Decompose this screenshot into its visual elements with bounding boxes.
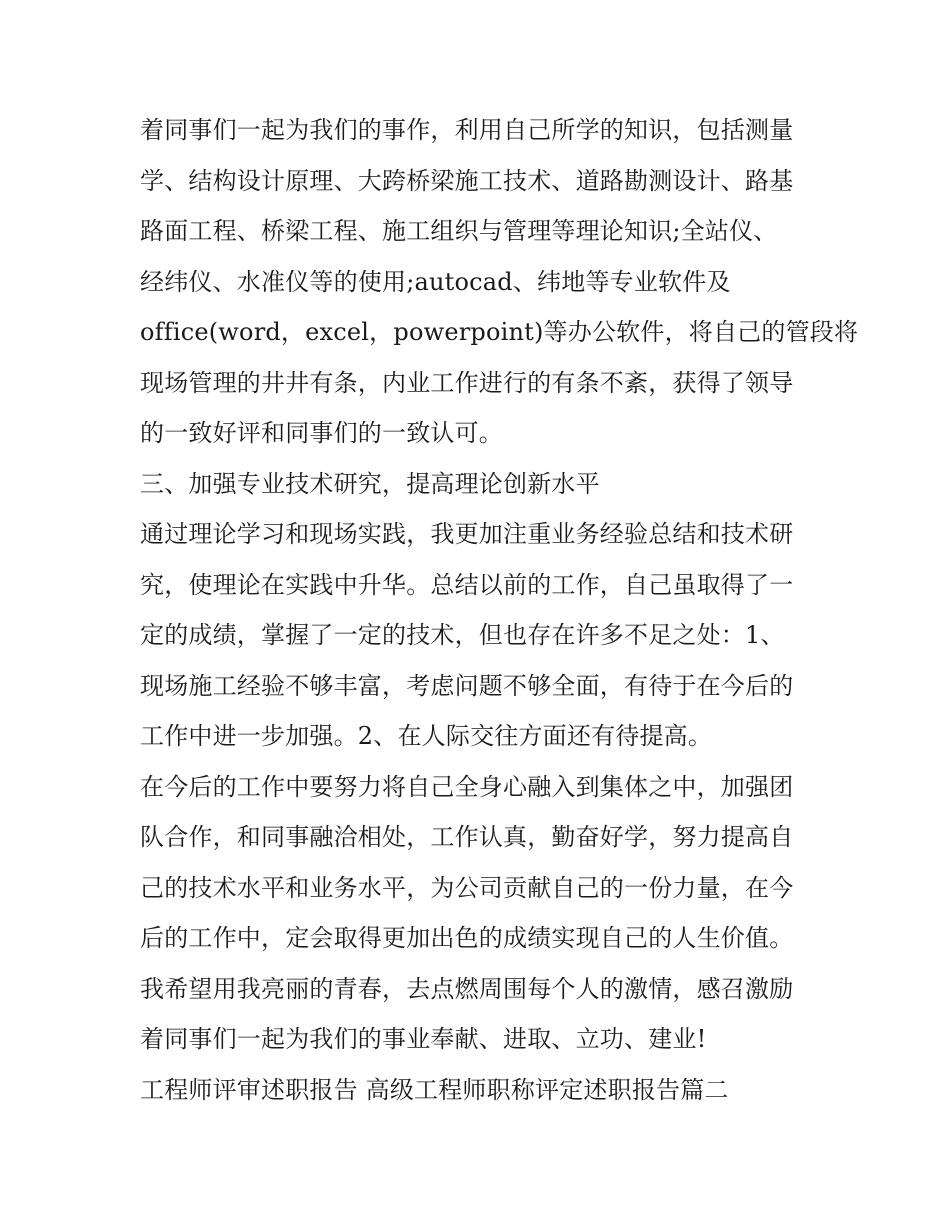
paragraph-line: 着同事们一起为我们的事作，利用自己所学的知识，包括测量 [140, 116, 794, 144]
paragraph-line: 着同事们一起为我们的事业奉献、进取、立功、建业! [140, 1025, 707, 1053]
paragraph-line: 后的工作中，定会取得更加出色的成绩实现自己的人生价值。 [140, 924, 794, 952]
document-body [140, 105, 859, 1115]
paragraph-line: office(word，excel，powerpoint)等办公软件，将自己的管段将 [140, 318, 859, 346]
paragraph-line: 路面工程、桥梁工程、施工组织与管理等理论知识;全站仪、 [140, 217, 778, 245]
paragraph-line: 现场施工经验不够丰富，考虑问题不够全面，有待于在今后的 [140, 671, 794, 700]
paragraph-line: 通过理论学习和现场实践，我更加注重业务经验总结和技术研 [140, 520, 794, 548]
paragraph-line: 定的成绩，掌握了一定的技术，但也存在许多不足之处：1、 [140, 621, 785, 649]
paragraph-line: 己的技术水平和业务水平，为公司贡献自己的一份力量，在今 [140, 873, 794, 902]
paragraph-line: 的一致好评和同事们的一致认可。 [140, 419, 503, 447]
paragraph-line: 究，使理论在实践中升华。总结以前的工作，自己虽取得了一 [140, 570, 794, 599]
paragraph-line: 学、结构设计原理、大跨桥梁施工技术、道路勘测设计、路基 [140, 166, 794, 195]
paragraph-line: 经纬仪、水准仪等的使用;autocad、纬地等专业软件及 [140, 267, 731, 296]
next-section-title: 工程师评审述职报告 高级工程师职称评定述职报告篇二 [140, 1075, 729, 1104]
section-heading: 三、加强专业技术研究，提高理论创新水平 [140, 469, 600, 498]
paragraph-line: 队合作，和同事融洽相处，工作认真，勤奋好学，努力提高自 [140, 823, 794, 851]
paragraph-line: 在今后的工作中要努力将自己全身心融入到集体之中，加强团 [140, 772, 794, 801]
paragraph-line: 现场管理的井井有条，内业工作进行的有条不紊，获得了领导 [140, 368, 794, 397]
paragraph-line: 工作中进一步加强。2、在人际交往方面还有待提高。 [140, 722, 713, 750]
paragraph-line: 我希望用我亮丽的青春，去点燃周围每个人的激情，感召激励 [140, 974, 794, 1003]
